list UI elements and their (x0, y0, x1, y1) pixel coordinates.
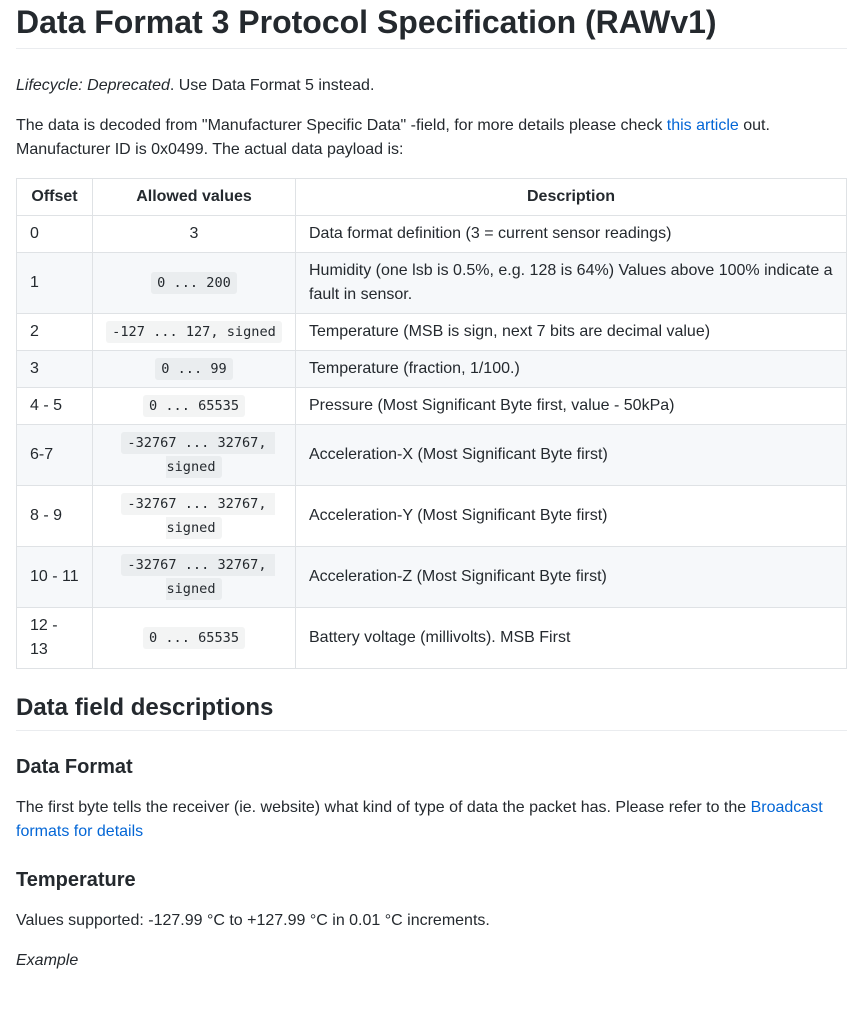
intro-text-after: out. Manufacturer ID is 0x0499. The actual data payload is: (16, 117, 770, 158)
column-header-offset: Offset (17, 179, 93, 216)
column-header-allowed-values: Allowed values (93, 179, 296, 216)
subsection-title-data-format: Data Format (16, 756, 133, 778)
section-title-data-field-descriptions: Data field descriptions (16, 693, 847, 731)
offset-cell: 8 - 9 (17, 486, 93, 547)
allowed-values-cell (93, 425, 296, 486)
table-row (17, 314, 847, 351)
column-header-description: Description (296, 179, 847, 216)
offset-cell: 2 (17, 314, 93, 351)
offset-cell: 3 (17, 351, 93, 388)
intro-paragraph (16, 114, 847, 162)
allowed-values-cell (93, 547, 296, 608)
offset-cell: 1 (17, 253, 93, 314)
description-cell: Temperature (MSB is sign, next 7 bits are decimal value) (296, 314, 847, 351)
subsection-title-temperature: Temperature (16, 869, 136, 891)
offset-cell: 6-7 (17, 425, 93, 486)
table-row (17, 351, 847, 388)
description-cell: Humidity (one lsb is 0.5%, e.g. 128 is 64%) Values above 100% indicate a fault in sensor. (296, 253, 847, 314)
data-format-paragraph (16, 796, 847, 844)
table-row (17, 608, 847, 669)
description-cell: Battery voltage (millivolts). MSB First (296, 608, 847, 669)
table-row (17, 216, 847, 253)
allowed-values-code: 0 ... 99 (155, 358, 232, 380)
offset-cell: 12 - 13 (17, 608, 93, 669)
description-cell: Data format definition (3 = current sensor readings) (296, 216, 847, 253)
offset-cell: 10 - 11 (17, 547, 93, 608)
page-title: Data Format 3 Protocol Specification (RAWv1) (16, 2, 847, 49)
allowed-values-code: 0 ... 200 (151, 272, 237, 294)
payload-table-body (17, 216, 847, 669)
allowed-values-code: 0 ... 65535 (143, 395, 245, 417)
allowed-values-cell (93, 608, 296, 669)
allowed-values-code: -127 ... 127, signed (106, 321, 282, 343)
data-format-text: The first byte tells the receiver (ie. website) what kind of type of data the packet has. Please refer to the (16, 799, 751, 816)
temperature-values-paragraph: Values supported: -127.99 °C to +127.99 °C in 0.01 °C increments. (16, 912, 490, 929)
description-cell: Temperature (fraction, 1/100.) (296, 351, 847, 388)
lifecycle-italic: Lifecycle: Deprecated (16, 77, 170, 94)
intro-text-before: The data is decoded from "Manufacturer Specific Data" -field, for more details please check (16, 117, 667, 134)
offset-cell: 4 - 5 (17, 388, 93, 425)
allowed-values-cell: 3 (93, 216, 296, 253)
allowed-values-code: -32767 ... 32767, signed (121, 493, 274, 539)
allowed-values-code: -32767 ... 32767, signed (121, 554, 274, 600)
table-header-row (17, 179, 847, 216)
table-row (17, 388, 847, 425)
allowed-values-cell (93, 351, 296, 388)
payload-table (16, 178, 847, 669)
offset-cell: 0 (17, 216, 93, 253)
description-cell: Acceleration-Z (Most Significant Byte first) (296, 547, 847, 608)
table-row (17, 253, 847, 314)
this-article-link[interactable]: this article (666, 117, 739, 134)
allowed-values-code: 0 ... 65535 (143, 627, 245, 649)
table-row (17, 547, 847, 608)
allowed-values-code: -32767 ... 32767, signed (121, 432, 274, 478)
allowed-values-cell (93, 388, 296, 425)
allowed-values-cell (93, 314, 296, 351)
lifecycle-note (16, 74, 847, 98)
description-cell: Acceleration-X (Most Significant Byte first) (296, 425, 847, 486)
example-label: Example (16, 952, 79, 969)
description-cell: Acceleration-Y (Most Significant Byte first) (296, 486, 847, 547)
allowed-values-cell (93, 253, 296, 314)
description-cell: Pressure (Most Significant Byte first, value - 50kPa) (296, 388, 847, 425)
table-row (17, 425, 847, 486)
lifecycle-regular: . Use Data Format 5 instead. (169, 77, 375, 94)
allowed-values-cell (93, 486, 296, 547)
broadcast-formats-link[interactable]: Broadcast formats for details (16, 799, 823, 840)
table-row (17, 486, 847, 547)
